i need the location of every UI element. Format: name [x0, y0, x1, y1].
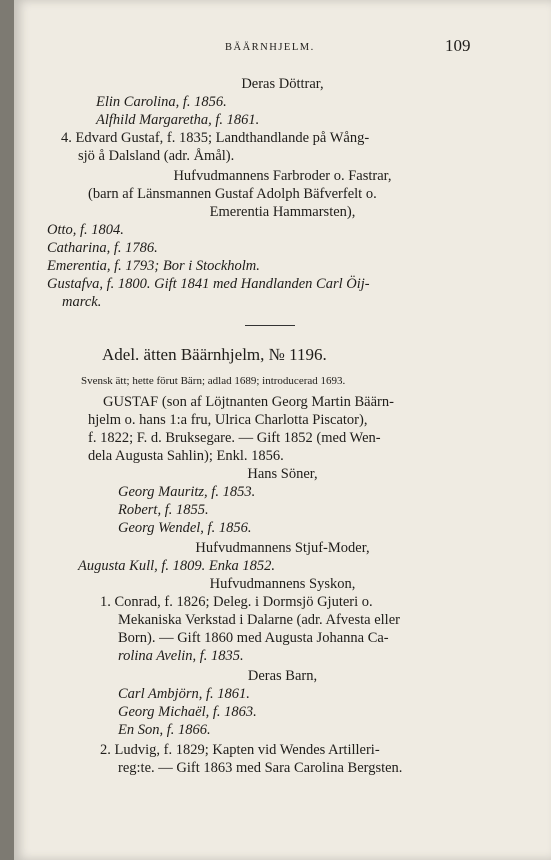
text-line: 2. Ludvig, f. 1829; Kapten vid Wendes Artilleri- [100, 742, 380, 758]
text-line: Gustafva, f. 1800. Gift 1841 med Handlanden Carl Öij- [47, 276, 370, 292]
text-line: Carl Ambjörn, f. 1861. [118, 686, 250, 702]
text-line: Hufvudmannens Farbroder o. Fastrar, [173, 168, 392, 184]
text-line: f. 1822; F. d. Bruksegare. — Gift 1852 (med Wen- [88, 430, 381, 446]
text-line: Alfhild Margaretha, f. 1861. [96, 112, 260, 128]
text-line: Emerentia Hammarsten), [209, 204, 356, 220]
book-page [14, 0, 551, 860]
text-line: Catharina, f. 1786. [47, 240, 158, 256]
text-line: GUSTAF (son af Löjtnanten Georg Martin Bäärn- [103, 394, 394, 410]
text-line: Emerentia, f. 1793; Bor i Stockholm. [47, 258, 260, 274]
text-line: sjö å Dalsland (adr. Åmål). [78, 148, 235, 164]
running-title: BÄÄRNHJELM. [225, 42, 315, 53]
text-line: Deras Barn, [247, 668, 318, 684]
text-line: Augusta Kull, f. 1809. Enka 1852. [78, 558, 275, 574]
section-divider [245, 325, 295, 326]
text-line: Born). — Gift 1860 med Augusta Johanna Ca- [118, 630, 389, 646]
text-line: hjelm o. hans 1:a fru, Ulrica Charlotta Piscator), [88, 412, 368, 428]
section-title: Adel. ätten Bäärnhjelm, № 1196. [102, 345, 327, 364]
text-line: Georg Wendel, f. 1856. [118, 520, 252, 536]
text-line: Georg Mauritz, f. 1853. [118, 484, 256, 500]
text-line: Hufvudmannens Stjuf-Moder, [195, 540, 370, 556]
text-line: rolina Avelin, f. 1835. [118, 648, 244, 664]
text-line: Svensk ätt; hette förut Bärn; adlad 1689; introducerad 1693. [81, 375, 346, 387]
text-line: Mekaniska Verkstad i Dalarne (adr. Afvesta eller [118, 612, 400, 628]
text-line: 4. Edvard Gustaf, f. 1835; Landthandlande på Wång- [61, 130, 370, 146]
text-line: Hufvudmannens Syskon, [209, 576, 356, 592]
text-line: Robert, f. 1855. [118, 502, 209, 518]
page-number: 109 [445, 36, 471, 55]
text-line: dela Augusta Sahlin); Enkl. 1856. [88, 448, 284, 464]
text-line: Otto, f. 1804. [47, 222, 124, 238]
text-line: 1. Conrad, f. 1826; Deleg. i Dormsjö Gjuteri o. [100, 594, 373, 610]
text-line: Georg Michaël, f. 1863. [118, 704, 257, 720]
text-line: Hans Söner, [247, 466, 318, 482]
text-line: (barn af Länsmannen Gustaf Adolph Bäfverfelt o. [88, 186, 377, 202]
text-line: Elin Carolina, f. 1856. [96, 94, 227, 110]
text-line: Deras Döttrar, [241, 76, 324, 92]
text-line: reg:te. — Gift 1863 med Sara Carolina Bergsten. [118, 760, 403, 776]
text-line: marck. [62, 294, 102, 310]
page-header [14, 36, 551, 62]
text-line: En Son, f. 1866. [118, 722, 211, 738]
